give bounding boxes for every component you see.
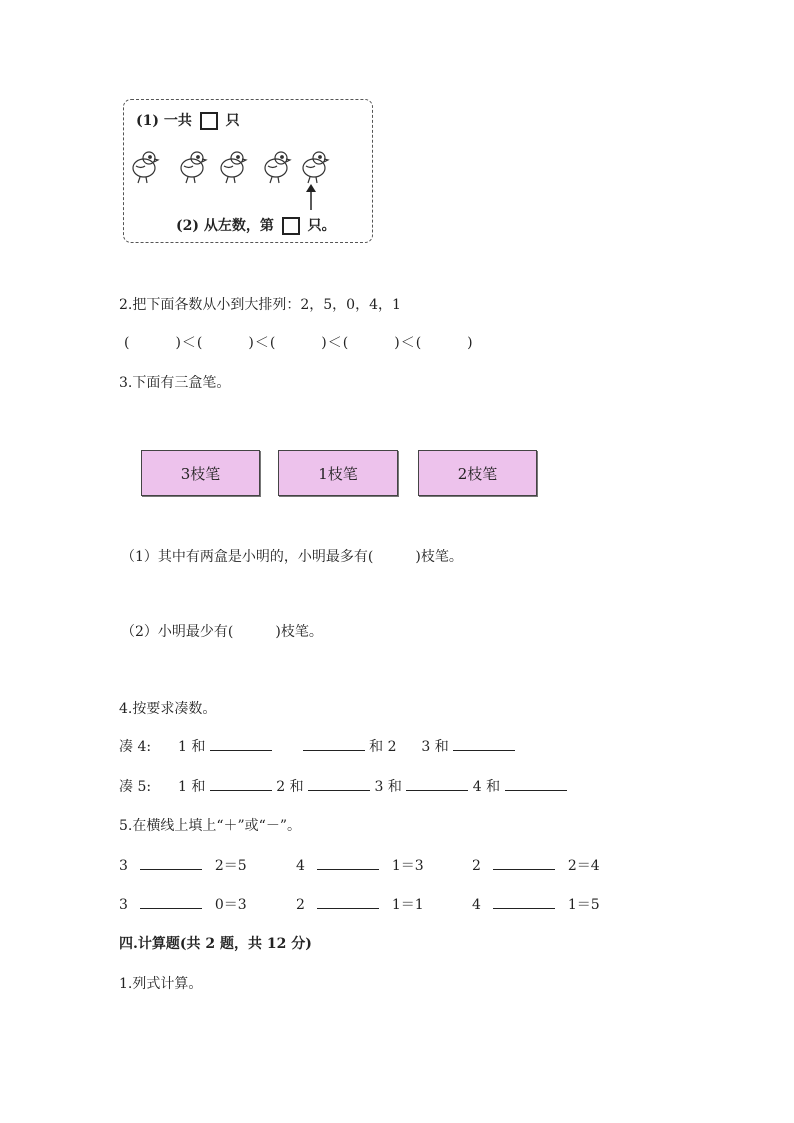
q4-row2-a: 1 和 [177,779,206,795]
pen-box-label: 2枝笔 [457,464,498,483]
q3-sub1[interactable]: （1）其中有两盒是小明的，小明最多有( )枝笔。 [121,549,463,565]
q5-item [472,855,600,875]
pen-box-1 [141,450,260,496]
answer-blank[interactable] [140,896,202,909]
q5-left: 4 [296,858,305,874]
q5-item [296,894,424,914]
q5-title: 5.在横线上填上“＋”或“－”。 [119,818,301,834]
pen-box-3 [418,450,537,496]
up-arrow-icon [305,184,317,210]
answer-blank[interactable] [493,857,555,870]
pen-box-label: 3枝笔 [180,464,221,483]
q5-left: 3 [119,858,128,874]
answer-blank[interactable] [317,857,379,870]
pen-box-label: 1枝笔 [318,464,358,483]
q5-left: 4 [472,897,481,913]
q5-right: 2＝4 [567,858,600,874]
q4-row2-c: 3 和 [374,779,402,795]
q5-item [119,855,247,875]
figure-part2 [176,215,336,235]
answer-blank[interactable] [210,738,272,751]
answer-blank[interactable] [453,738,515,751]
q4-row1-a: 1 和 [177,739,206,755]
answer-box-1[interactable] [200,112,218,130]
q5-right: 1＝3 [391,858,424,874]
q3-sub2[interactable]: （2）小明最少有( )枝笔。 [121,624,323,640]
answer-blank[interactable] [308,778,370,791]
figure-part1 [136,110,240,130]
chick-figure [123,99,373,243]
figure-part2-prefix: (2) 从左数，第 [176,218,274,234]
pen-box-2 [278,450,398,496]
answer-blank[interactable] [493,896,555,909]
q4-row2-b: 2 和 [276,779,304,795]
q5-right: 1＝5 [567,897,600,913]
chick-icon [265,152,290,183]
q4-row1-label: 凑 4: [119,739,152,755]
answer-blank[interactable] [406,778,468,791]
chick-icon [181,152,206,183]
q4-title: 4.按要求凑数。 [119,701,217,717]
q5-right: 2＝5 [214,858,247,874]
answer-blank[interactable] [140,857,202,870]
chicks-illustration [130,150,370,190]
figure-part2-suffix: 只。 [307,218,336,234]
q4-row2-d: 4 和 [472,779,501,795]
section-title: 四.计算题(共 2 题，共 12 分) [119,936,312,952]
figure-part1-suffix: 只 [225,113,240,129]
section4-q1: 1.列式计算。 [119,976,203,992]
q4-row2-label: 凑 5: [119,779,152,795]
q5-left: 2 [296,897,305,913]
q4-row2 [119,776,567,796]
q5-left: 2 [472,858,481,874]
q2-order-line[interactable]: ( )＜( )＜( )＜( )＜( ) [124,335,474,351]
q4-row1-c: 3 和 [421,739,449,755]
answer-blank[interactable] [303,738,365,751]
q4-row1-b: 和 2 [369,739,397,755]
q5-right: 1＝1 [391,897,424,913]
answer-blank[interactable] [210,778,272,791]
figure-part1-prefix: (1) 一共 [136,113,192,129]
q4-row1 [119,736,515,756]
answer-box-2[interactable] [282,217,300,235]
chick-icon [303,152,328,183]
chick-icon [133,152,158,183]
q3-title: 3.下面有三盒笔。 [119,375,231,391]
chick-icon [221,152,246,183]
q5-item [119,894,247,914]
answer-blank[interactable] [317,896,379,909]
q5-item [296,855,424,875]
answer-blank[interactable] [505,778,567,791]
q2-title: 2.把下面各数从小到大排列：2，5，0，4，1 [119,297,401,313]
q5-left: 3 [119,897,128,913]
q5-right: 0＝3 [214,897,247,913]
q5-item [472,894,600,914]
